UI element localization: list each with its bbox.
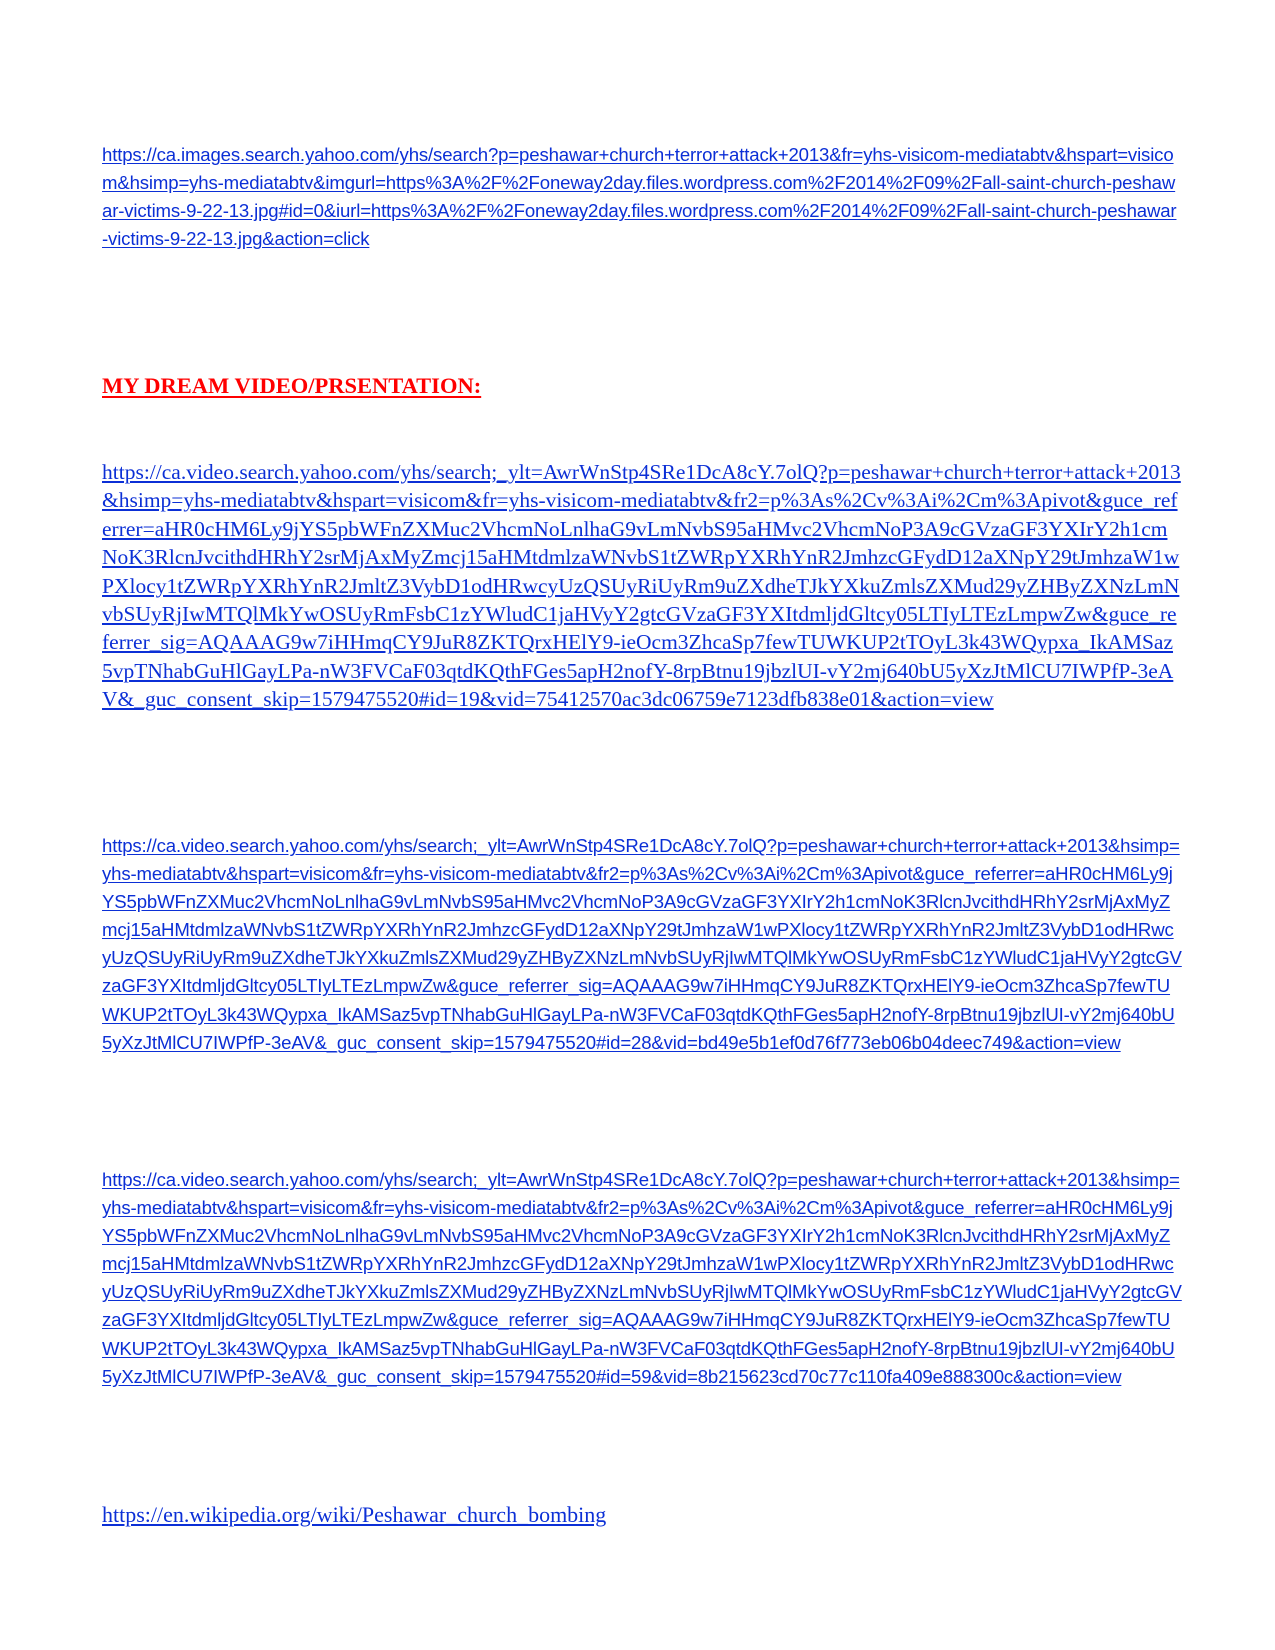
video-link-block-1	[102, 458, 1182, 714]
image-search-link-block	[102, 141, 1182, 253]
video-link-block-3	[102, 1166, 1182, 1391]
video-link-2[interactable]: https://ca.video.search.yahoo.com/yhs/search;_ylt=AwrWnStp4SRe1DcA8cY.7olQ?p=peshawar+church+terror+attack+2013&hsimp=yhs-mediatabtv&hspart=visicom&fr=yhs-visicom-mediatabtv&fr2=p%3As%2Cv%3Ai%2Cm%3Apivot&guce_referrer=aHR0cHM6Ly9jYS5pbWFnZXMuc2VhcmNoLnlhaG9vLmNvbS95aHMvc2VhcmNoP3A9cGVzaGF3YXIrY2h1cmNoK3RlcnJvcithdHRhY2srMjAxMyZmcj15aHMtdmlzaWNvbS1tZWRpYXRhYnR2JmhzcGFydD12aXNpY29tJmhzaW1wPXlocy1tZWRpYXRhYnR2JmltZ3VybD1odHRwcyUzQSUyRiUyRm9uZXdheTJkYXkuZmlsZXMud29yZHByZXNzLmNvbSUyRjIwMTQlMkYwOSUyRmFsbC1zYWludC1jaHVyY2gtcGVzaGF3YXItdmljdGltcy05LTIyLTEzLmpwZw&guce_referrer_sig=AQAAAG9w7iHHmqCY9JuR8ZKTQrxHElY9-ieOcm3ZhcaSp7fewTUWKUP2tTOyL3k43WQypxa_IkAMSaz5vpTNhabGuHlGayLPa-nW3FVCaF03qtdKQthFGes5apH2nofY-8rpBtnu19jbzlUI-vY2mj640bU5yXzJtMlCU7IWPfP-3eAV&_guc_consent_skip=1579475520#id=28&vid=bd49e5b1ef0d76f773eb06b04deec749&action=view	[102, 835, 1182, 1053]
video-link-1[interactable]: https://ca.video.search.yahoo.com/yhs/search;_ylt=AwrWnStp4SRe1DcA8cY.7olQ?p=peshawar+church+terror+attack+2013&hsimp=yhs-mediatabtv&hspart=visicom&fr=yhs-visicom-mediatabtv&fr2=p%3As%2Cv%3Ai%2Cm%3Apivot&guce_referrer=aHR0cHM6Ly9jYS5pbWFnZXMuc2VhcmNoLnlhaG9vLmNvbS95aHMvc2VhcmNoP3A9cGVzaGF3YXIrY2h1cmNoK3RlcnJvcithdHRhY2srMjAxMyZmcj15aHMtdmlzaWNvbS1tZWRpYXRhYnR2JmhzcGFydD12aXNpY29tJmhzaW1wPXlocy1tZWRpYXRhYnR2JmltZ3VybD1odHRwcyUzQSUyRiUyRm9uZXdheTJkYXkuZmlsZXMud29yZHByZXNzLmNvbSUyRjIwMTQlMkYwOSUyRmFsbC1zYWludC1jaHVyY2gtcGVzaGF3YXItdmljdGltcy05LTIyLTEzLmpwZw&guce_referrer_sig=AQAAAG9w7iHHmqCY9JuR8ZKTQrxHElY9-ieOcm3ZhcaSp7fewTUWKUP2tTOyL3k43WQypxa_IkAMSaz5vpTNhabGuHlGayLPa-nW3FVCaF03qtdKQthFGes5apH2nofY-8rpBtnu19jbzlUI-vY2mj640bU5yXzJtMlCU7IWPfP-3eAV&_guc_consent_skip=1579475520#id=19&vid=75412570ac3dc06759e7123dfb838e01&action=view	[102, 460, 1181, 712]
wikipedia-link[interactable]: https://en.wikipedia.org/wiki/Peshawar_church_bombing	[102, 1502, 607, 1527]
image-search-link[interactable]: https://ca.images.search.yahoo.com/yhs/search?p=peshawar+church+terror+attack+2013&fr=yhs-visicom-mediatabtv&hspart=visicom&hsimp=yhs-mediatabtv&imgurl=https%3A%2F%2Foneway2day.files.wordpress.com%2F2014%2F09%2Fall-saint-church-peshawar-victims-9-22-13.jpg#id=0&iurl=https%3A%2F%2Foneway2day.files.wordpress.com%2F2014%2F09%2Fall-saint-church-peshawar-victims-9-22-13.jpg&action=click	[102, 144, 1177, 250]
video-link-3[interactable]: https://ca.video.search.yahoo.com/yhs/search;_ylt=AwrWnStp4SRe1DcA8cY.7olQ?p=peshawar+church+terror+attack+2013&hsimp=yhs-mediatabtv&hspart=visicom&fr=yhs-visicom-mediatabtv&fr2=p%3As%2Cv%3Ai%2Cm%3Apivot&guce_referrer=aHR0cHM6Ly9jYS5pbWFnZXMuc2VhcmNoLnlhaG9vLmNvbS95aHMvc2VhcmNoP3A9cGVzaGF3YXIrY2h1cmNoK3RlcnJvcithdHRhY2srMjAxMyZmcj15aHMtdmlzaWNvbS1tZWRpYXRhYnR2JmhzcGFydD12aXNpY29tJmhzaW1wPXlocy1tZWRpYXRhYnR2JmltZ3VybD1odHRwcyUzQSUyRiUyRm9uZXdheTJkYXkuZmlsZXMud29yZHByZXNzLmNvbSUyRjIwMTQlMkYwOSUyRmFsbC1zYWludC1jaHVyY2gtcGVzaGF3YXItdmljdGltcy05LTIyLTEzLmpwZw&guce_referrer_sig=AQAAAG9w7iHHmqCY9JuR8ZKTQrxHElY9-ieOcm3ZhcaSp7fewTUWKUP2tTOyL3k43WQypxa_IkAMSaz5vpTNhabGuHlGayLPa-nW3FVCaF03qtdKQthFGes5apH2nofY-8rpBtnu19jbzlUI-vY2mj640bU5yXzJtMlCU7IWPfP-3eAV&_guc_consent_skip=1579475520#id=59&vid=8b215623cd70c77c110fa409e888300c&action=view	[102, 1169, 1182, 1387]
section-heading: MY DREAM VIDEO/PRSENTATION:	[102, 373, 482, 398]
video-link-block-2	[102, 832, 1182, 1057]
wikipedia-link-block	[102, 1501, 1182, 1529]
